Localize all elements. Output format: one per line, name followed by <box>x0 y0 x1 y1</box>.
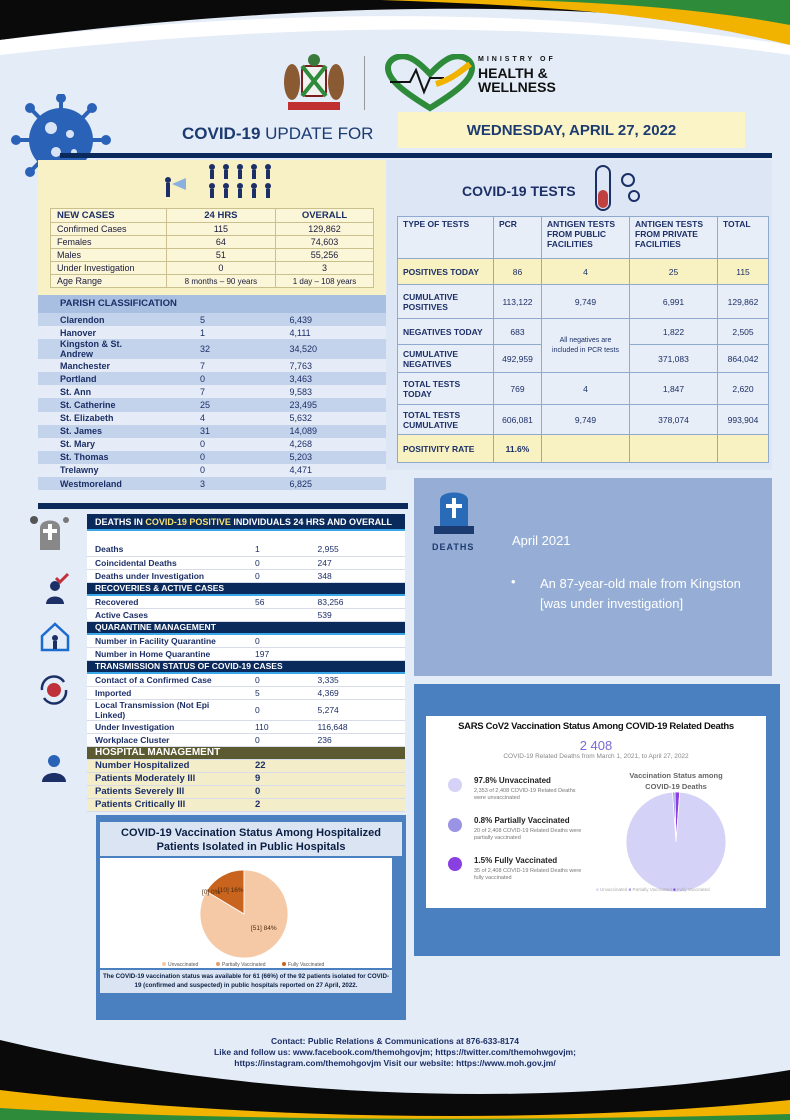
ministry-line1: MINISTRY OF <box>478 56 556 63</box>
section-header: TRANSMISSION STATUS OF COVID-19 CASES <box>87 660 405 673</box>
ministry-line2: HEALTH & <box>478 65 548 81</box>
section-header: QUARANTINE MANAGEMENT <box>87 621 405 634</box>
partial-swatch <box>448 818 462 832</box>
slice-label: [0] 0% <box>202 889 221 896</box>
table-row: CUMULATIVE POSITIVES 113,122 9,749 6,991 129,862 <box>398 285 769 319</box>
people-icon <box>160 162 290 204</box>
table-header: NEW CASES <box>51 209 167 223</box>
table-row: Local Transmission (Not Epi Linked) 0 5,274 <box>87 699 405 720</box>
stat-desc: 35 of 2,408 COVID-19 Related Deaths were fully vaccinated <box>474 868 582 881</box>
tests-table <box>397 216 769 463</box>
home-quarantine-icon <box>38 620 72 654</box>
table-row: Females 64 74,603 <box>51 236 374 249</box>
table-row: Portland 0 3,463 <box>38 372 386 385</box>
table-row: Number in Facility Quarantine 0 <box>87 634 405 647</box>
deaths-month: April 2021 <box>512 533 571 548</box>
table-header: ANTIGEN TESTS FROM PRIVATE FACILITIES <box>630 217 718 259</box>
table-row: Age Range 8 months – 90 years 1 day – 108 years <box>51 275 374 288</box>
table-row: Clarendon 5 6,439 <box>38 313 386 326</box>
legend-label: Unvaccinated <box>168 962 199 968</box>
deaths-subtitle: COVID-19 Related Deaths from March 1, 2021, to April 27, 2022 <box>503 753 689 760</box>
transmission-icon <box>36 672 72 708</box>
website-line: https://instagram.com/themohgovjm Visit our website: https://www.moh.gov.jm/ <box>234 1058 556 1068</box>
table-header: 24 HRS <box>166 209 275 223</box>
table-row: Hanover 1 4,111 <box>38 326 386 339</box>
table-row: Number Hospitalized 22 <box>87 759 405 772</box>
table-header: TOTAL <box>718 217 769 259</box>
hospital-vaccination-title: COVID-19 Vaccination Status Among Hospitalized Patients Isolated in Public Hospitals <box>121 827 381 853</box>
table-row: Under Investigation 110 116,648 <box>87 720 405 733</box>
table-row: St. Thomas 0 5,203 <box>38 451 386 464</box>
table-row: St. Catherine 25 23,495 <box>38 398 386 411</box>
legend-swatch <box>162 962 166 966</box>
section-header: DEATHS IN COVID-19 POSITIVE INDIVIDUALS 24 HRS AND OVERALL <box>87 514 405 530</box>
table-row: POSITIVES TODAY 86 4 25 115 <box>398 259 769 285</box>
pie-legend: ■ Unvaccinated ■ Partially Vaccinated ■ Fully Vaccinated <box>596 887 710 892</box>
footer <box>0 1036 790 1069</box>
doctor-icon <box>38 752 70 782</box>
table-row: Patients Moderately Ill 9 <box>87 772 405 785</box>
table-row: St. Mary 0 4,268 <box>38 438 386 451</box>
bullet-icon: • <box>511 574 516 589</box>
slice-label: [10] 16% <box>218 887 244 894</box>
tests-title: COVID-19 TESTS <box>462 183 576 199</box>
table-row: CUMULATIVE NEGATIVES 492,959 371,083 864,042 <box>398 345 769 373</box>
deaths-vaccination-title: SARS CoV2 Vaccination Status Among COVID-19 Related Deaths <box>458 721 734 732</box>
table-row: Number in Home Quarantine 197 <box>87 647 405 660</box>
parish-title: PARISH CLASSIFICATION <box>60 298 177 309</box>
deaths-total: 2 408 <box>579 738 613 753</box>
table-row: Imported 5 4,369 <box>87 686 405 699</box>
table-row: Westmoreland 3 6,825 <box>38 477 386 490</box>
table-row: St. James 31 14,089 <box>38 425 386 438</box>
table-row: TOTAL TESTS CUMULATIVE 606,081 9,749 378,074 993,904 <box>398 405 769 435</box>
report-date: WEDNESDAY, APRIL 27, 2022 <box>398 112 745 148</box>
table-header: TYPE OF TESTS <box>398 217 494 259</box>
stat-desc: 20 of 2,408 COVID-19 Related Deaths were partially vaccinated <box>474 828 582 841</box>
table-row: Coincidental Deaths 0 247 <box>87 556 405 569</box>
table-row: Deaths under Investigation 0 348 <box>87 569 405 582</box>
table-row: Under Investigation 0 3 <box>51 262 374 275</box>
tombstone-icon <box>432 486 476 536</box>
legend-swatch <box>282 962 286 966</box>
unvaccinated-swatch <box>448 778 462 792</box>
stat-label: 0.8% Partially Vaccinated <box>474 816 570 825</box>
table-row: Manchester 7 7,763 <box>38 359 386 372</box>
divider <box>60 153 772 158</box>
death-item: An 87-year-old male from Kingston [was under investigation] <box>540 576 741 611</box>
recovery-icon <box>40 572 70 606</box>
table-row: Contact of a Confirmed Case 0 3,335 <box>87 673 405 686</box>
table-row: Deaths 1 2,955 <box>87 543 405 556</box>
update-heading: COVID-19 UPDATE FOR <box>182 124 374 143</box>
pie-title: Vaccination Status among COVID-19 Deaths <box>629 771 723 791</box>
table-row: POSITIVITY RATE 11.6% <box>398 435 769 463</box>
legend-label: Partially Vaccinated <box>222 962 266 968</box>
stat-desc: 2,353 of 2,408 COVID-19 Related Deaths were unvaccinated <box>474 788 576 801</box>
parish-table <box>38 313 386 490</box>
stat-label: 1.5% Fully Vaccinated <box>474 856 558 865</box>
stat-label: 97.8% Unvaccinated <box>474 776 551 785</box>
table-header: ANTIGEN TESTS FROM PUBLIC FACILITIES <box>542 217 630 259</box>
divider <box>38 503 408 509</box>
table-row: TOTAL TESTS TODAY 769 4 1,847 2,620 <box>398 373 769 405</box>
section-header: HOSPITAL MANAGEMENT <box>87 746 405 759</box>
table-row: Patients Critically Ill 2 <box>87 798 405 811</box>
negatives-note: All negatives are included in PCR tests <box>542 319 630 373</box>
stats-table <box>87 514 405 812</box>
coat-of-arms-logo <box>278 52 350 114</box>
test-tube-icon <box>590 164 644 216</box>
new-cases-table <box>50 208 374 288</box>
table-row: Confirmed Cases 115 129,862 <box>51 223 374 236</box>
hospital-vaccination-note: The COVID-19 vaccination status was available for 61 (66%) of the 92 patients isolated for COVID-19 (confirmed and suspected) in public hospitals reported on 27 April, 2022. <box>100 970 392 993</box>
table-header: PCR <box>494 217 542 259</box>
contact-line: Contact: Public Relations & Communications at 876-633-8174 <box>271 1036 519 1046</box>
table-row: NEGATIVES TODAY 683 All negatives are included in PCR tests 1,822 2,505 <box>398 319 769 345</box>
social-line: Like and follow us: www.facebook.com/themohgovjm; https://twitter.com/themohwgovjm; <box>214 1047 576 1057</box>
table-row: St. Elizabeth 4 5,632 <box>38 412 386 425</box>
table-row: St. Ann 7 9,583 <box>38 385 386 398</box>
table-row: Kingston & St. Andrew 32 34,520 <box>38 339 386 359</box>
slice-label: [51] 84% <box>251 925 277 932</box>
table-row: Recovered 56 83,256 <box>87 595 405 608</box>
legend-label: Fully Vaccinated <box>288 962 325 968</box>
table-row: Males 51 55,256 <box>51 249 374 262</box>
table-header: OVERALL <box>276 209 374 223</box>
section-header: RECOVERIES & ACTIVE CASES <box>87 582 405 595</box>
table-row: Patients Severely Ill 0 <box>87 785 405 798</box>
heart-logo <box>384 54 476 112</box>
table-row: Trelawny 0 4,471 <box>38 464 386 477</box>
legend-swatch <box>216 962 220 966</box>
grave-icon <box>28 514 72 554</box>
hospital-pie-chart <box>100 858 392 968</box>
table-row: Active Cases 539 <box>87 608 405 621</box>
fully-swatch <box>448 857 462 871</box>
ministry-line3: WELLNESS <box>478 79 556 95</box>
table-row: Workplace Cluster 0 236 <box>87 733 405 746</box>
deaths-label: DEATHS <box>432 542 475 552</box>
deaths-pie-chart <box>620 786 732 898</box>
